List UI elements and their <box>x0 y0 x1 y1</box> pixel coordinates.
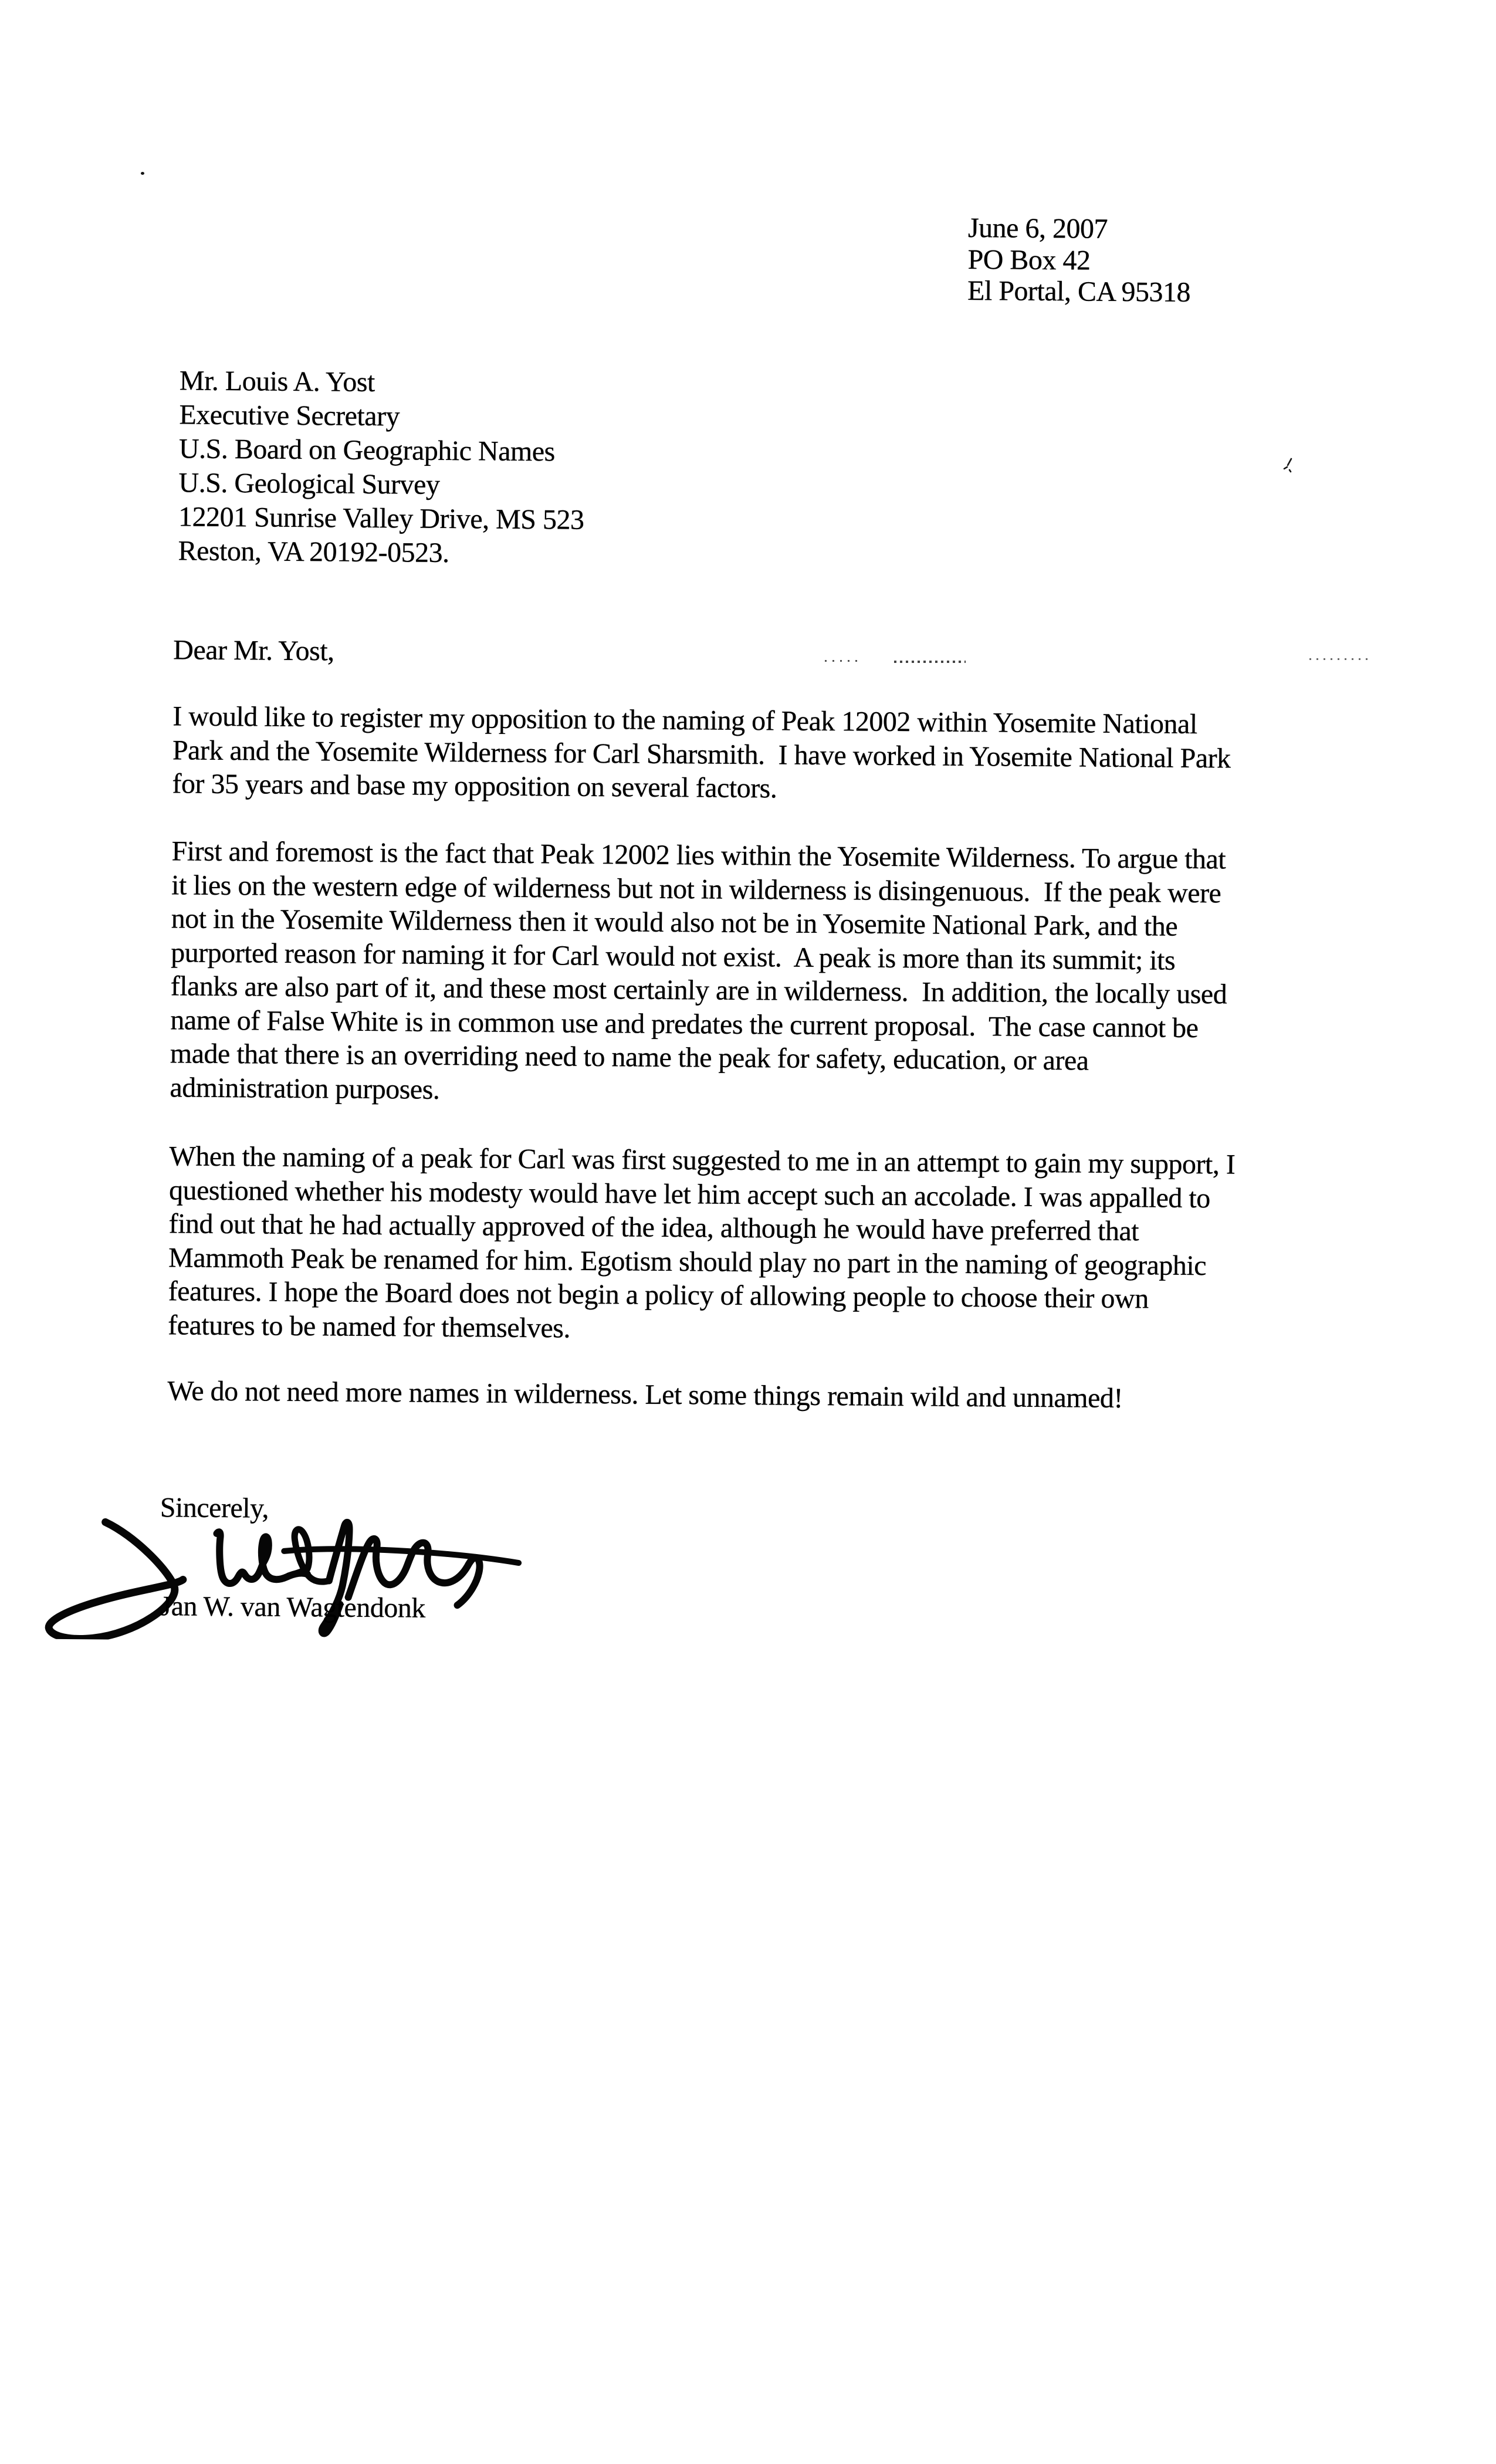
sender-address-line: PO Box 42 <box>967 243 1091 276</box>
body-line: We do not need more names in wilderness. Let some things remain wild and unnamed! <box>167 1375 1123 1414</box>
salutation: Dear Mr. Yost, <box>173 634 334 667</box>
body-line: flanks are also part of it, and these most certainly are in wilderness. In addition, the locally used <box>170 970 1227 1010</box>
recipient-block <box>178 364 585 571</box>
sender-block <box>967 212 1191 308</box>
body-line: Park and the Yosemite Wilderness for Carl Sharsmith. I have worked in Yosemite National Park <box>172 734 1231 774</box>
recipient-org-line: U.S. Board on Geographic Names <box>178 433 556 468</box>
body-paragraph-2 <box>170 834 1228 1112</box>
scan-noise-dashes <box>894 661 966 663</box>
signature-crossbar <box>284 1549 519 1563</box>
body-line: purported reason for naming it for Carl would not exist. A peak is more than its summit; its <box>171 936 1176 976</box>
body-line: I would like to register my opposition to the naming of Peak 12002 within Yosemite National <box>172 700 1197 740</box>
body-line: it lies on the western edge of wilderness but not in wilderness is disingenuous. If the peak were <box>171 869 1221 909</box>
recipient-title: Executive Secretary <box>179 399 400 432</box>
body-line: administration purposes. <box>170 1071 440 1105</box>
sender-address-line: El Portal, CA 95318 <box>967 275 1191 308</box>
sender-date: June 6, 2007 <box>967 212 1108 245</box>
body-line: When the naming of a peak for Carl was first suggested to me in an attempt to gain my support, I <box>169 1140 1236 1180</box>
recipient-city-state-zip: Reston, VA 20192-0523. <box>178 535 449 569</box>
body-paragraph-4 <box>167 1374 1123 1415</box>
body-line: questioned whether his modesty would have let him accept such an accolade. I was appalled to <box>168 1174 1210 1214</box>
signature-t-loop <box>289 1529 330 1582</box>
valediction: Sincerely, <box>160 1492 269 1524</box>
body-paragraph-3 <box>168 1139 1236 1350</box>
body-paragraph-1 <box>172 699 1231 809</box>
body-line: name of False White is in common use and predates the current proposal. The case cannot be <box>170 1004 1199 1044</box>
scan-scratch-mark <box>1282 458 1294 473</box>
recipient-org-line: U.S. Geological Survey <box>178 467 440 500</box>
body-line: Mammoth Peak be renamed for him. Egotism should play no part in the naming of geographic <box>168 1241 1207 1281</box>
body-line: features to be named for themselves. <box>168 1309 571 1344</box>
body-line: find out that he had actually approved of the idea, although he would have preferred that <box>168 1208 1139 1247</box>
body-line: for 35 years and base my opposition on several factors. <box>172 768 777 804</box>
body-line: made that there is an overriding need to name the peak for safety, education, or area <box>170 1038 1089 1077</box>
body-line: not in the Yosemite Wilderness then it would also not be in Yosemite National Park, and the <box>171 903 1178 942</box>
scan-noise-dashes <box>1309 658 1368 660</box>
body-line: First and foremost is the fact that Peak 12002 lies within the Yosemite Wilderness. To argue that <box>171 835 1226 875</box>
recipient-street: 12201 Sunrise Valley Drive, MS 523 <box>178 501 584 536</box>
body-line: features. I hope the Board does not begin a policy of allowing people to choose their own <box>168 1275 1149 1315</box>
signed-name: Jan W. van Wagtendonk <box>160 1590 426 1624</box>
scan-speck-dot <box>141 172 144 175</box>
scan-noise-dashes <box>825 660 859 662</box>
recipient-name: Mr. Louis A. Yost <box>179 365 375 398</box>
